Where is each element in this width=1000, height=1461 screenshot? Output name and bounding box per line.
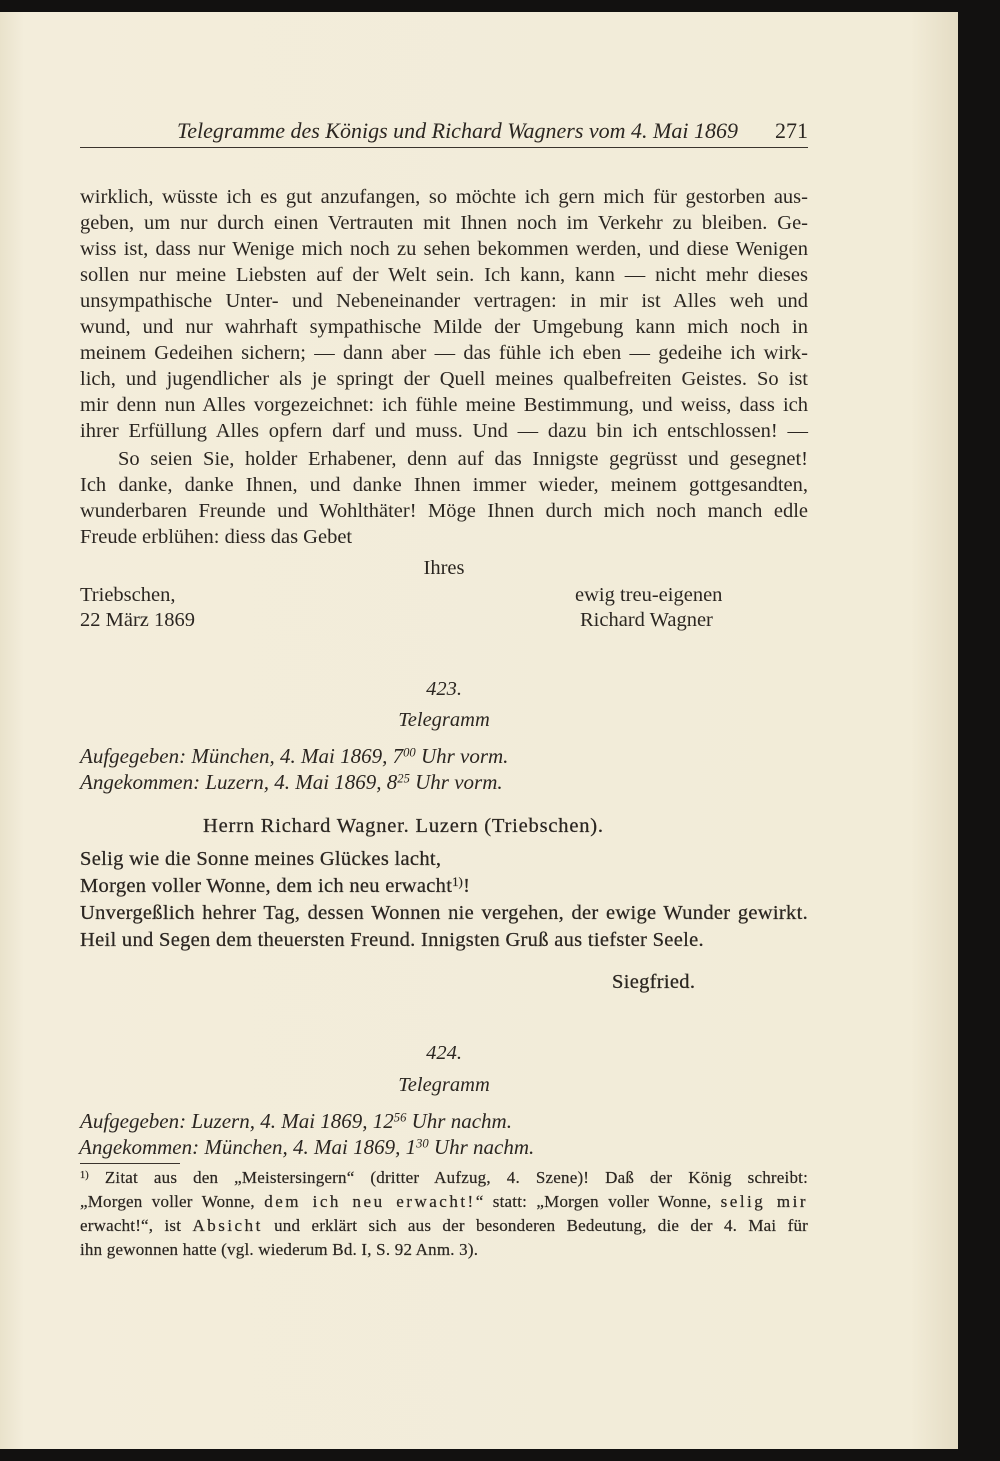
sent-hour: 12 <box>372 1109 394 1133</box>
text-line: wunderbaren Freunde und Wohlthäter! Möge Ihnen durch mich noch manch edle <box>80 500 808 522</box>
footnote-line <box>80 1214 808 1238</box>
text-segment: und erklärt sich aus der besonderen Bedeutung, die der 4. Mai für <box>274 1216 809 1235</box>
footnote-line: ihn gewonnen hatte (vgl. wiederum Bd. I, S. 92 Anm. 3). <box>80 1240 479 1259</box>
received-time <box>406 1135 429 1159</box>
sent-time <box>373 1109 407 1133</box>
received-line <box>80 769 503 795</box>
footnote-line <box>80 1166 808 1190</box>
text-segment: ! <box>463 875 471 897</box>
closing-signature: Richard Wagner <box>580 609 713 631</box>
footnote-line <box>80 1190 808 1214</box>
book-page <box>0 12 958 1449</box>
sent-suffix: Uhr vorm. <box>420 744 509 768</box>
text-line: Unvergeßlich hehrer Tag, dessen Wonnen nie vergehen, der ewige Wunder gewirkt. <box>80 902 808 924</box>
footnote-rule <box>80 1163 180 1164</box>
received-prefix: Angekommen: München, 4. Mai 1869, <box>79 1135 401 1159</box>
sent-minutes: 00 <box>403 745 416 760</box>
closing-salutation: Ihres <box>423 557 465 579</box>
sent-line <box>80 1108 512 1134</box>
emphasized-text: dem ich neu erwacht! <box>264 1192 476 1211</box>
emphasized-text: selig mir <box>720 1192 809 1211</box>
text-line <box>80 873 808 900</box>
text-line: Heil und Segen dem theuersten Freund. Innigsten Gruß aus tiefster Seele. <box>80 929 704 951</box>
sent-prefix: Aufgegeben: München, 4. Mai 1869, <box>80 744 388 768</box>
received-time <box>387 770 410 794</box>
text-line: unsympathische Unter- und Nebeneinander vertragen: in mir ist Alles weh und <box>80 290 808 312</box>
received-prefix: Angekommen: Luzern, 4. Mai 1869, <box>80 770 382 794</box>
closing-date: 22 März 1869 <box>80 609 196 631</box>
telegram-address: Herrn Richard Wagner. Luzern (Triebschen). <box>203 815 604 837</box>
text-line: Freude erblühen: diess das Gebet <box>80 526 353 548</box>
text-segment: Morgen voller Wonne, dem ich neu erwacht <box>80 875 453 897</box>
document-number: 424. <box>426 1042 462 1064</box>
text-segment: erwacht!“, ist <box>80 1216 182 1235</box>
text-line: mir denn nun Alles vorgezeichnet: ich fühle meine Bestimmung, und weiss, dass ich <box>80 394 808 416</box>
text-segment: Zitat aus den „Meistersingern“ (dritter Aufzug, 4. Szene)! Daß der König schreibt: <box>104 1168 809 1187</box>
telegram-signature: Siegfried. <box>612 971 696 993</box>
document-heading: Telegramm <box>398 709 490 731</box>
telegram-body <box>80 846 808 954</box>
text-line: So seien Sie, holder Erhabener, denn auf das Innigste gegrüsst und gesegnet! <box>118 448 808 470</box>
text-line: wiss ist, dass nur Wenige mich noch zu sehen bekommen werden, und diese Wenigen <box>80 238 808 260</box>
received-hour: 8 <box>386 770 398 794</box>
received-suffix: Uhr vorm. <box>415 770 503 794</box>
text-line: Selig wie die Sonne meines Glückes lacht, <box>80 848 442 870</box>
received-hour: 1 <box>405 1135 417 1159</box>
text-line: geben, um nur durch einen Vertrauten mit Ihnen noch im Verkehr zu bleiben. Ge- <box>80 212 808 234</box>
closing-valediction: ewig treu-eigenen <box>575 584 723 606</box>
footnote-marker: 1) <box>80 1169 89 1181</box>
sent-line <box>80 743 508 769</box>
document-heading: Telegramm <box>398 1074 490 1096</box>
text-line: ihrer Erfüllung Alles opfern darf und muss. Und — dazu bin ich entschlossen! — <box>80 420 808 442</box>
running-head: Telegramme des Königs und Richard Wagners vom 4. Mai 1869 <box>177 118 738 143</box>
sent-time <box>393 744 416 768</box>
received-minutes: 25 <box>397 771 410 786</box>
sent-minutes: 56 <box>393 1110 407 1125</box>
text-line: wirklich, wüsste ich es gut anzufangen, so möchte ich gern mich für gestorben aus- <box>80 186 808 208</box>
received-suffix: Uhr nachm. <box>433 1135 535 1159</box>
page-number: 271 <box>775 118 808 143</box>
emphasized-text: Absicht <box>192 1216 263 1235</box>
closing-place: Triebschen, <box>80 584 176 606</box>
text-line: lich, und jugendlicher als je springt der Quell meines qualbefreiten Geistes. So ist <box>80 368 808 390</box>
received-line <box>79 1134 534 1160</box>
document-number: 423. <box>426 678 462 700</box>
text-line: Ich danke, danke Ihnen, und danke Ihnen immer wieder, meinem gottgesandten, <box>80 474 808 496</box>
text-line: sollen nur meine Liebsten auf der Welt sein. Ich kann, kann — nicht mehr dieses <box>80 264 808 286</box>
sent-prefix: Aufgegeben: Luzern, 4. Mai 1869, <box>80 1109 368 1133</box>
sent-hour: 7 <box>392 744 404 768</box>
letter-paragraph-2 <box>80 446 808 550</box>
footnote-reference: 1) <box>452 874 464 889</box>
text-line: wund, und nur wahrhaft sympathische Milde der Umgebung kann mich noch in <box>80 316 808 338</box>
text-segment: “ statt: „Morgen voller Wonne, <box>475 1192 712 1211</box>
letter-paragraph-1 <box>80 184 808 444</box>
received-minutes: 30 <box>416 1136 429 1151</box>
footnote <box>80 1166 808 1262</box>
sent-suffix: Uhr nachm. <box>411 1109 512 1133</box>
header-rule <box>80 147 808 148</box>
text-segment: „Morgen voller Wonne, <box>80 1192 255 1211</box>
text-line: meinem Gedeihen sichern; — dann aber — das fühle ich eben — gedeihe ich wirk- <box>80 342 808 364</box>
